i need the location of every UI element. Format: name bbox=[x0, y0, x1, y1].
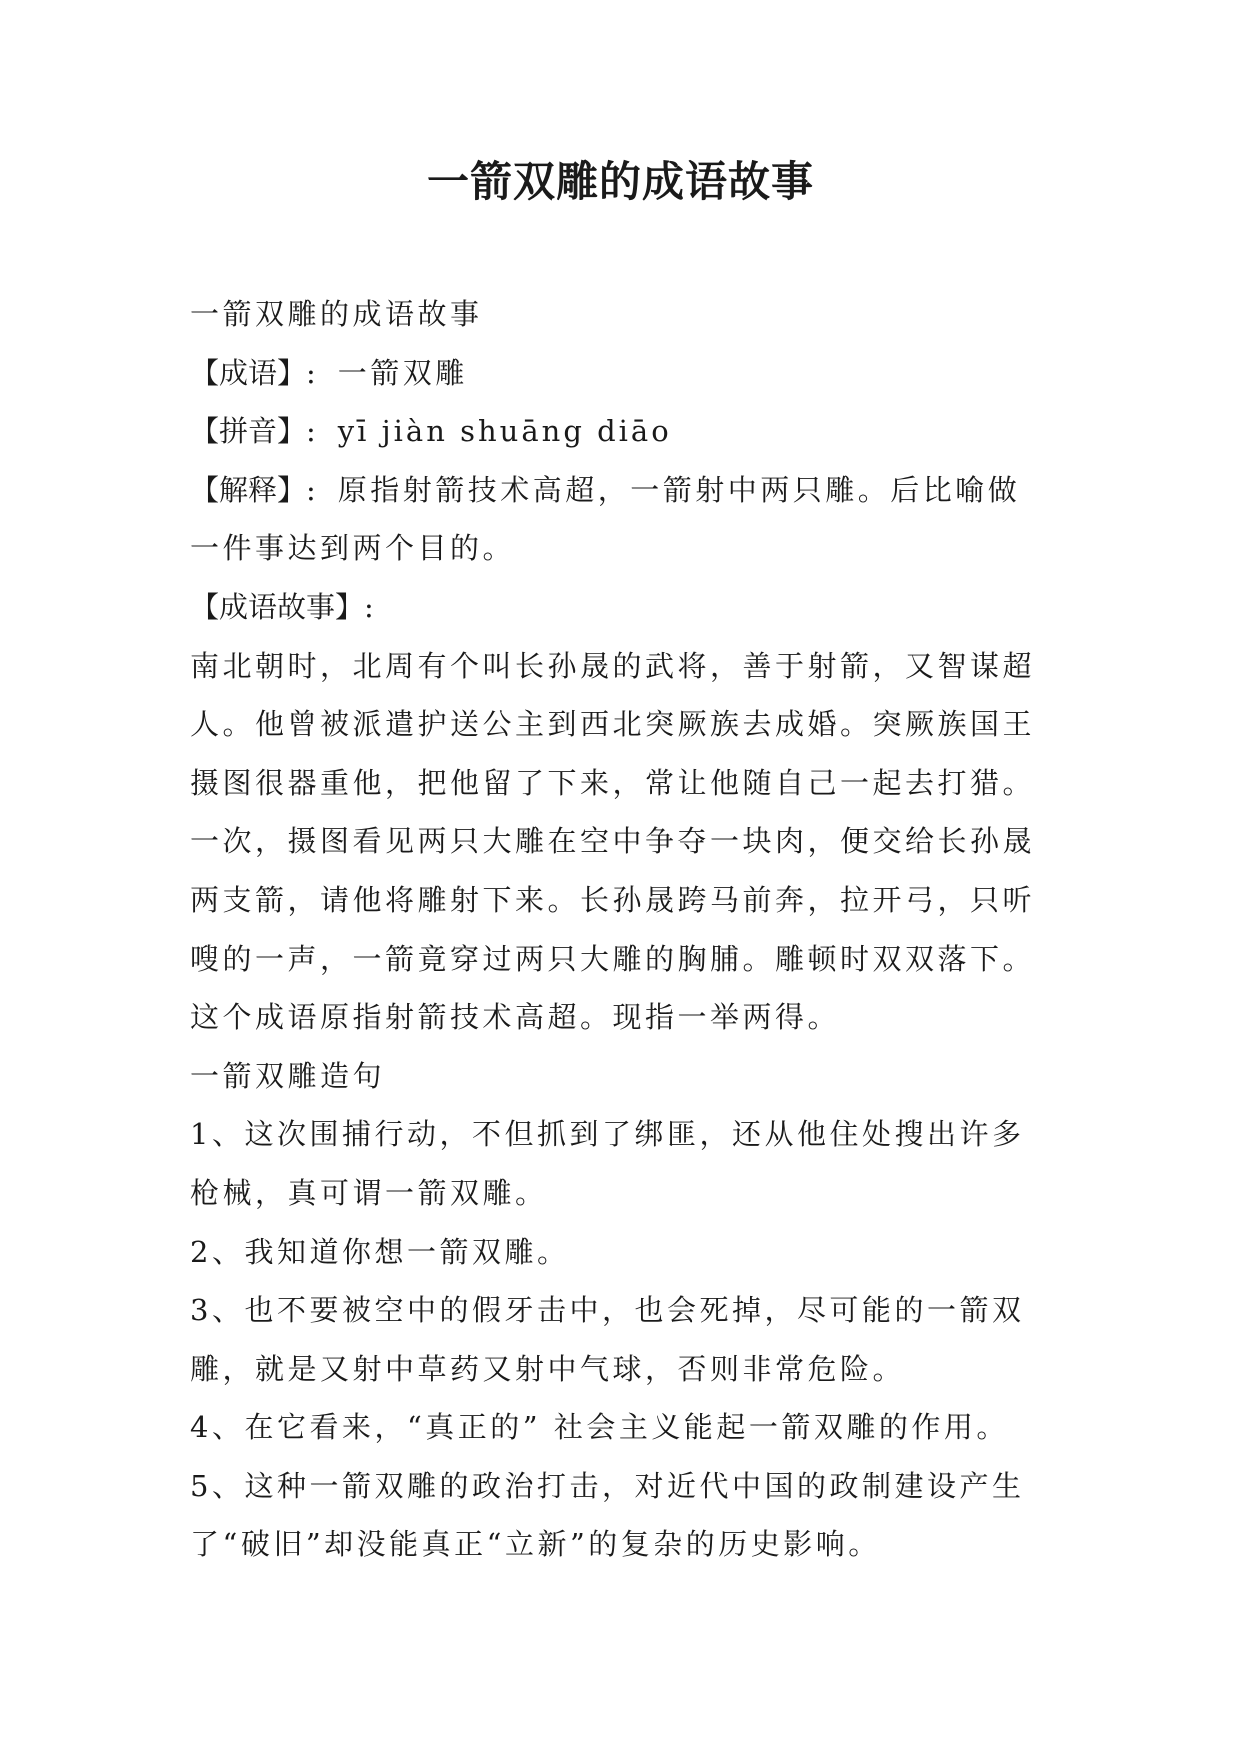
story-line: 嗖的一声，一箭竟穿过两只大雕的胸脯。雕顿时双双落下。 bbox=[190, 941, 1036, 976]
example-line: 了“破旧”却没能真正“立新”的复杂的历史影响。 bbox=[190, 1527, 881, 1562]
story-line: 摄图很器重他，把他留了下来，常让他随自己一起去打猎。 bbox=[190, 765, 1036, 800]
examples-heading: 一箭双雕造句 bbox=[190, 1058, 386, 1093]
example-line: 2、我知道你想一箭双雕。 bbox=[190, 1234, 570, 1269]
explanation-label: 【解释】: bbox=[190, 472, 316, 507]
story-label: 【成语故事】: bbox=[190, 589, 374, 624]
page-title: 一箭双雕的成语故事 bbox=[426, 157, 814, 206]
idiom-value: 一箭双雕 bbox=[337, 355, 468, 390]
idiom-label: 【成语】: bbox=[190, 355, 316, 390]
subtitle: 一箭双雕的成语故事 bbox=[190, 297, 483, 331]
example-line: 1、这次围捕行动，不但抓到了绑匪，还从他住处搜出许多 bbox=[190, 1117, 1025, 1152]
example-line: 4、在它看来，“真正的” 社会主义能起一箭双雕的作用。 bbox=[190, 1410, 1009, 1445]
pinyin-label: 【拼音】: bbox=[190, 414, 316, 449]
story-line: 这个成语原指射箭技术高超。现指一举两得。 bbox=[190, 1000, 841, 1035]
explanation-row bbox=[190, 461, 1080, 520]
story-line: 一次，摄图看见两只大雕在空中争夺一块肉，便交给长孙晟 bbox=[190, 824, 1036, 859]
example-line: 枪械，真可谓一箭双雕。 bbox=[190, 1175, 548, 1210]
pinyin-row bbox=[190, 402, 1080, 461]
pinyin-value: yī jiàn shuāng diāo bbox=[337, 414, 672, 449]
idiom-row bbox=[190, 344, 1080, 403]
story-line: 两支箭，请他将雕射下来。长孙晟跨马前奔，拉开弓，只听 bbox=[190, 882, 1036, 917]
explanation-line: 一件事达到两个目的。 bbox=[190, 531, 516, 566]
story-line: 人。他曾被派遣护送公主到西北突厥族去成婚。突厥族国王 bbox=[190, 707, 1036, 742]
story-line: 南北朝时，北周有个叫长孙晟的武将，善于射箭，又智谋超 bbox=[190, 648, 1036, 683]
example-line: 雕，就是又射中草药又射中气球，否则非常危险。 bbox=[190, 1351, 906, 1386]
example-line: 5、这种一箭双雕的政治打击，对近代中国的政制建设产生 bbox=[190, 1468, 1025, 1503]
document-body bbox=[190, 285, 1080, 1574]
example-line: 3、也不要被空中的假牙击中，也会死掉，尽可能的一箭双 bbox=[190, 1293, 1025, 1328]
explanation-text: 原指射箭技术高超，一箭射中两只雕。后比喻做 bbox=[337, 472, 1021, 507]
